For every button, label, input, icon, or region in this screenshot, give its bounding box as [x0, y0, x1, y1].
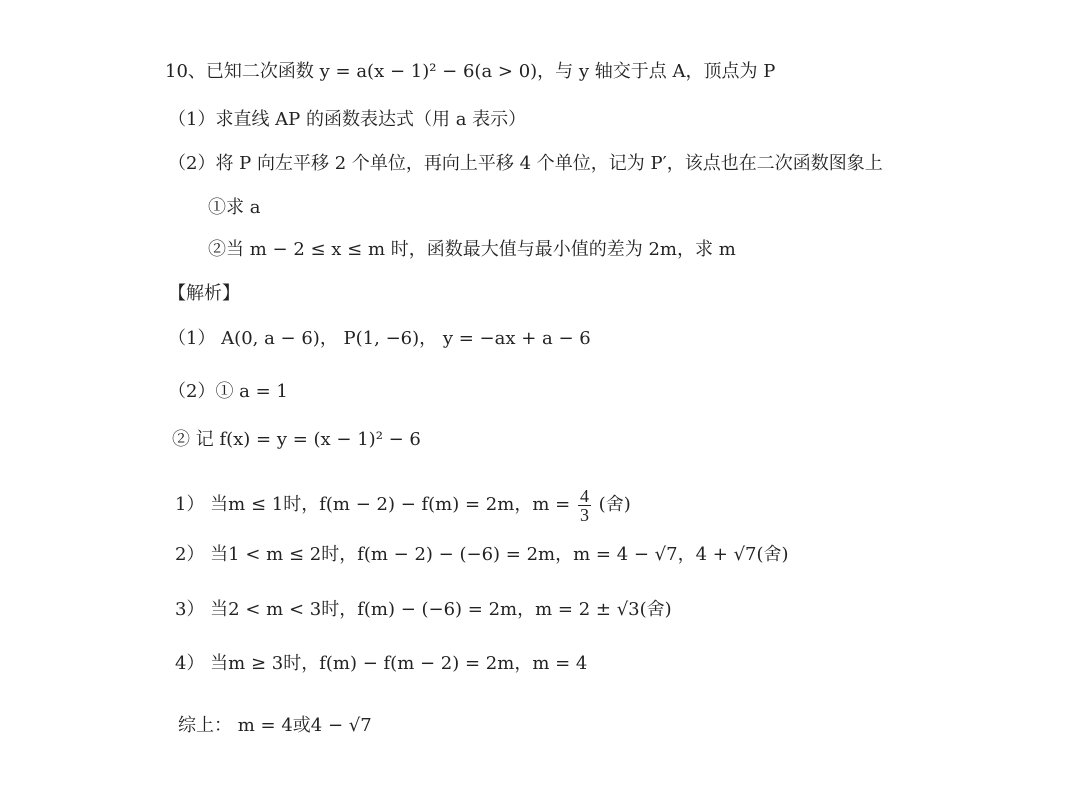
question-2-part-1: ①求 a	[208, 197, 261, 218]
solution-case-3: 3） 当2 < m < 3时，f(m) − (−6) = 2m，m = 2 ± √3(舍)	[175, 599, 672, 620]
fraction-numerator: 4	[579, 485, 589, 506]
solution-case-1	[175, 483, 631, 527]
question-2: （2）将 P 向左平移 2 个单位，再向上平移 4 个单位，记为 P′，该点也在二次函数图象上	[168, 153, 883, 174]
problem-title: 10、已知二次函数 y = a(x − 1)² − 6(a > 0)，与 y 轴交于点 A，顶点为 P	[165, 61, 776, 82]
solution-step-3: ② 记 f(x) = y = (x − 1)² − 6	[172, 429, 421, 450]
solution-case-2: 2） 当1 < m ≤ 2时，f(m − 2) − (−6) = 2m，m = 4 − √7，4 + √7(舍)	[175, 544, 789, 565]
solution-summary: 综上： m = 4或4 − √7	[178, 715, 372, 736]
question-1: （1）求直线 AP 的函数表达式（用 a 表示）	[168, 109, 527, 130]
case-1-rejected: (舍)	[598, 494, 631, 515]
solution-case-4: 4） 当m ≥ 3时，f(m) − f(m − 2) = 2m，m = 4	[175, 653, 588, 674]
solution-step-2: （2）① a = 1	[168, 381, 288, 402]
solution-header: 【解析】	[168, 283, 240, 304]
question-2-part-2: ②当 m − 2 ≤ x ≤ m 时，函数最大值与最小值的差为 2m，求 m	[208, 239, 736, 260]
fraction-four-thirds	[578, 487, 591, 524]
solution-step-1: （1） A(0, a − 6)， P(1, −6)， y = −ax + a − 6	[168, 328, 591, 349]
fraction-denominator: 3	[579, 504, 589, 525]
case-1-text: 1） 当m ≤ 1时，f(m − 2) − f(m) = 2m，m =	[175, 494, 571, 515]
